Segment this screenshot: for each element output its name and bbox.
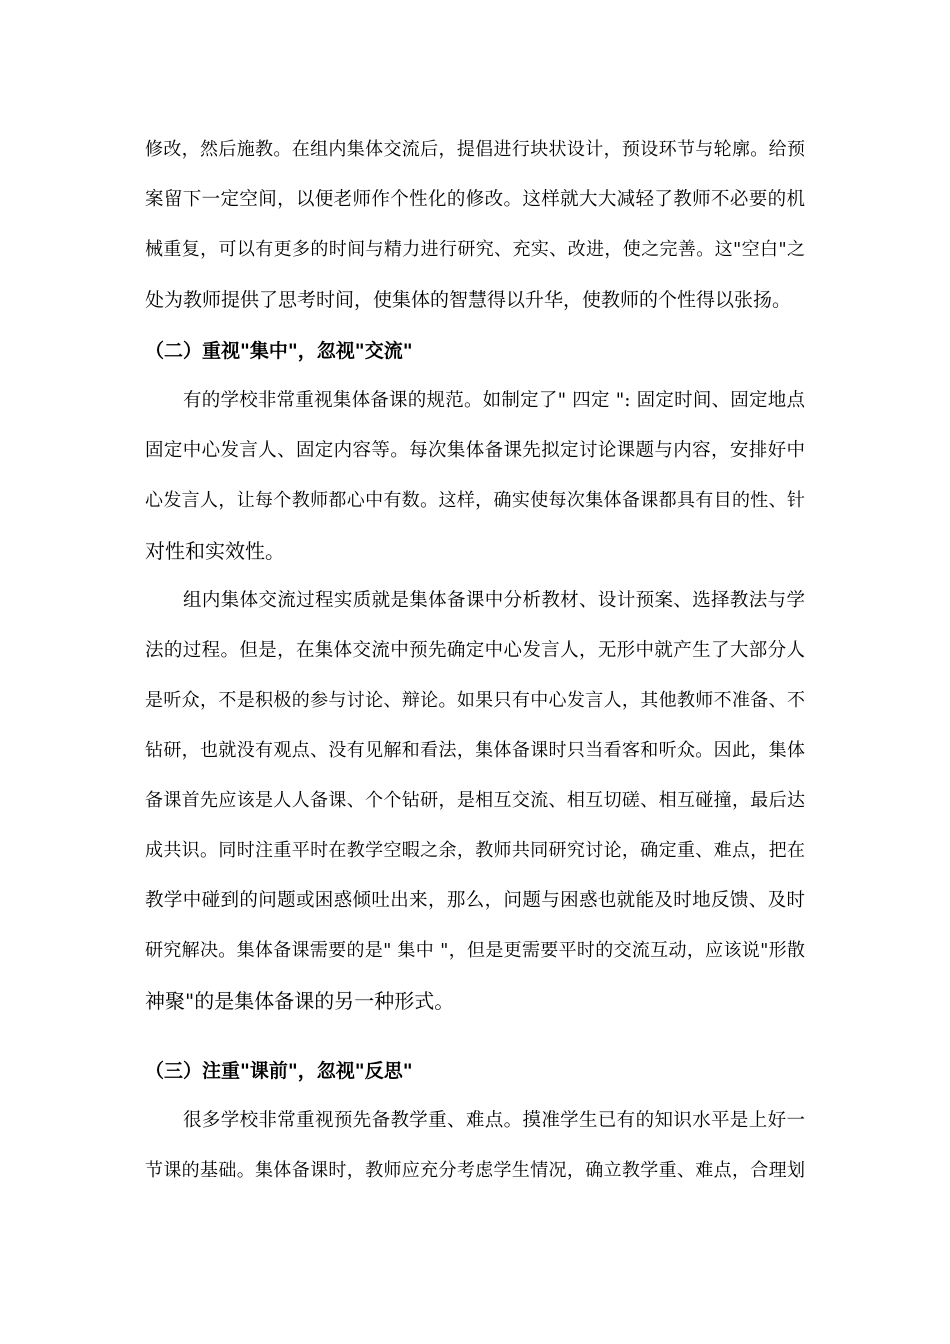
- paragraph-line: 固定中心发言人、固定内容等。每次集体备课先拟定讨论课题与内容，安排好中: [145, 440, 805, 461]
- paragraph-line: 心发言人，让每个教师都心中有数。这样，确实使每次集体备课都具有目的性、针: [145, 490, 805, 511]
- paragraph-line: 备课首先应该是人人备课、个个钻研，是相互交流、相互切磋、相互碰撞，最后达: [145, 790, 805, 811]
- paragraph-line: 处为教师提供了思考时间，使集体的智慧得以升华，使教师的个性得以张扬。: [145, 289, 792, 311]
- section-heading: （三）注重"课前"，忽视"反思": [145, 1060, 413, 1082]
- paragraph-line: 对性和实效性。: [145, 539, 285, 563]
- paragraph-line: 钻研，也就没有观点、没有见解和看法，集体备课时只当看客和听众。因此，集体: [145, 740, 805, 761]
- paragraph-line: 是听众，不是积极的参与讨论、辩论。如果只有中心发言人，其他教师不准备、不: [145, 690, 805, 711]
- section-heading: （二）重视"集中"，忽视"交流": [145, 340, 413, 362]
- paragraph-line: 法的过程。但是，在集体交流中预先确定中心发言人，无形中就产生了大部分人: [145, 640, 805, 661]
- paragraph-line: 有的学校非常重视集体备课的规范。如制定了" 四定 ": 固定时间、固定地点: [183, 390, 805, 411]
- paragraph-line: 组内集体交流过程实质就是集体备课中分析教材、设计预案、选择教法与学: [183, 590, 805, 611]
- paragraph-line: 教学中碰到的问题或困惑倾吐出来，那么，问题与困惑也就能及时地反馈、及时: [145, 890, 805, 911]
- paragraph-line: 修改，然后施教。在组内集体交流后，提倡进行块状设计，预设环节与轮廓。给预: [145, 139, 805, 160]
- paragraph-line: 成共识。同时注重平时在教学空暇之余，教师共同研究讨论，确定重、难点，把在: [145, 840, 805, 861]
- paragraph-line: 节课的基础。集体备课时，教师应充分考虑学生情况，确立教学重、难点，合理划: [145, 1160, 805, 1181]
- paragraph-line: 械重复，可以有更多的时间与精力进行研究、充实、改进，使之完善。这"空白"之: [145, 239, 805, 260]
- paragraph-line: 案留下一定空间，以便老师作个性化的修改。这样就大大减轻了教师不必要的机: [145, 189, 805, 210]
- paragraph-line: 研究解决。集体备课需要的是" 集中 "，但是更需要平时的交流互动，应该说"形散: [145, 940, 805, 961]
- paragraph-line: 很多学校非常重视预先备教学重、难点。摸准学生已有的知识水平是上好一: [183, 1110, 805, 1131]
- paragraph-line: 神聚"的是集体备课的另一种形式。: [145, 989, 455, 1013]
